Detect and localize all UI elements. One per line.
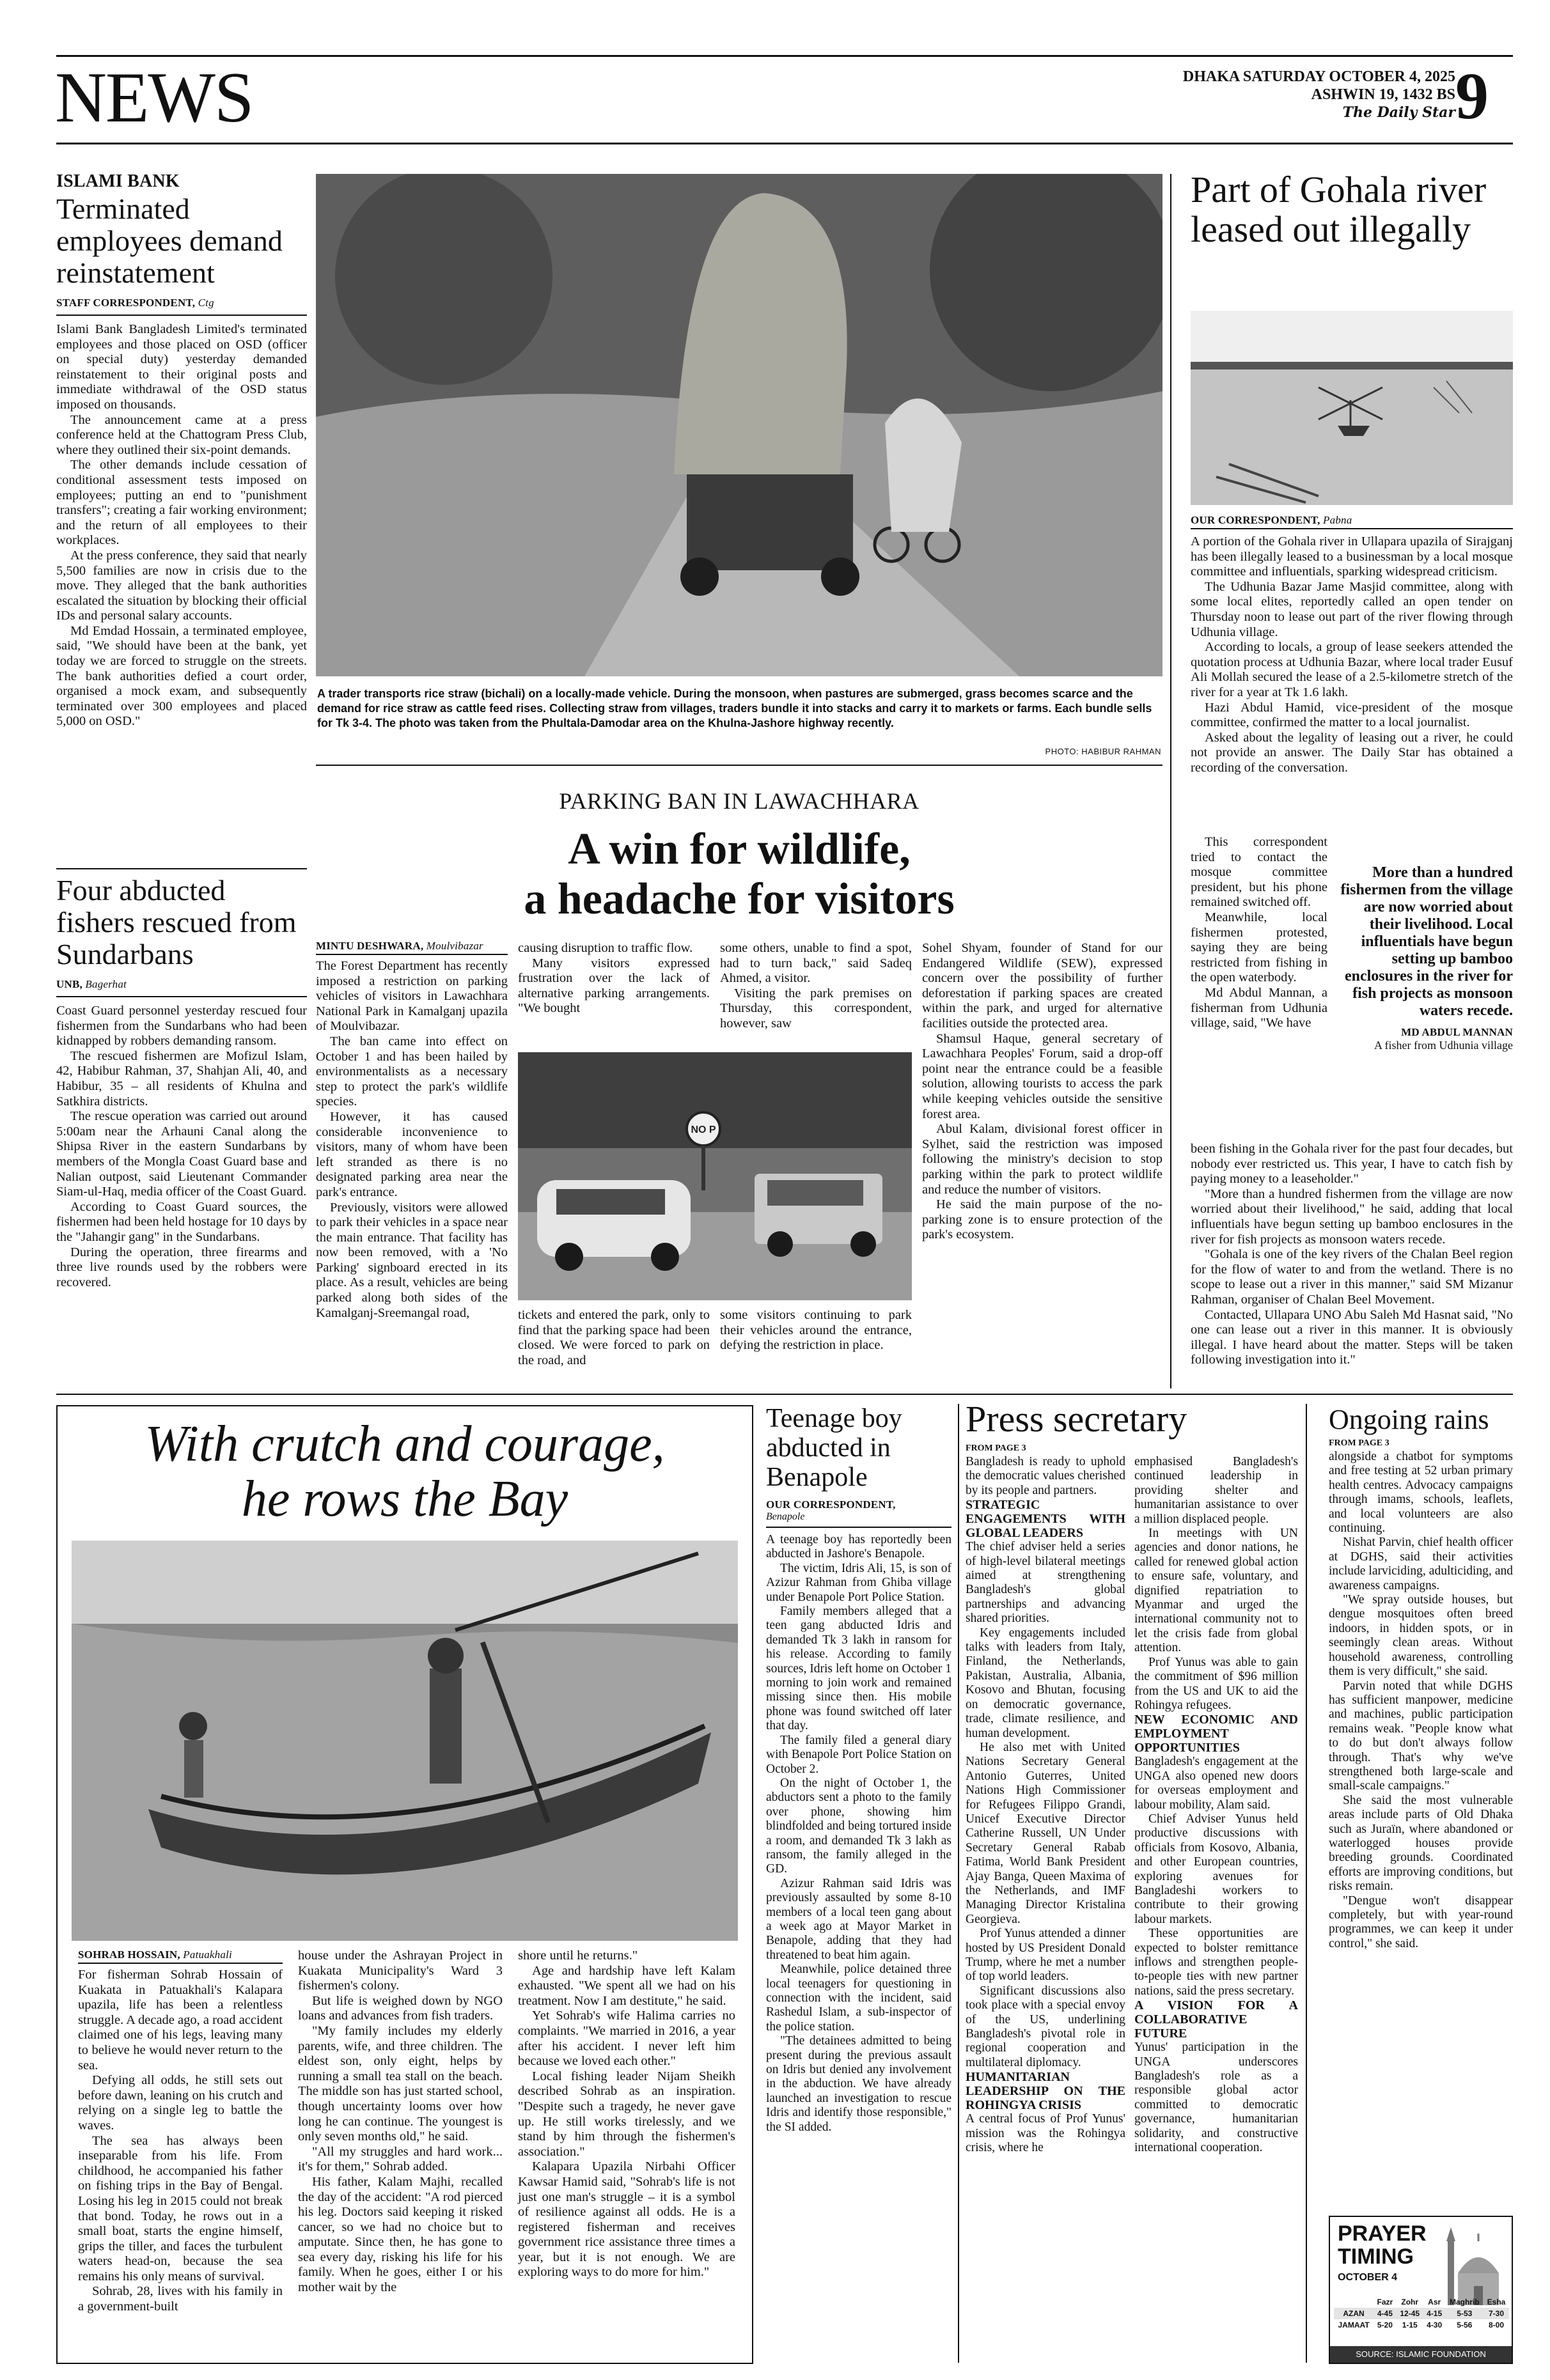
left-divider [56,868,307,869]
press-from-page: FROM PAGE 3 [966,1443,1026,1453]
press-para: emphasised Bangladesh's continued leadership in providing shelter and humanitarian assistance to over a million displaced people. [1134,1455,1298,1526]
gohala-para: "More than a hundred fishermen from the village are now worried about their livelihood," he said, adding that local influentials have begun setting up bamboo enclosures in the river for fish projects as monsoon waters recede. [1191,1186,1513,1247]
press-headline: Press secretary [966,1398,1187,1440]
gohala-para: Asked about the legality of leasing out a river, he could not provide an answer. The Daily Star has obtained a recording of the conversation. [1191,730,1513,775]
press-subhead-rohingya: HUMANITARIAN LEADERSHIP ON THE ROHINGYA CRISIS [966,2070,1125,2113]
crutch-para: shore until he returns." [518,1948,638,1963]
gohala-para: Meanwhile, local fishermen protested, saying they are being restricted from fishing in the open waterbody. [1191,910,1327,985]
section-title: NEWS [55,58,253,137]
teen-para: On the night of October 1, the abductors sent a photo to the family over phone, showing him blindfolded and being tortured inside a room, and demanded Tk 3 lakh as ransom, the family alleged in the GD. [766,1776,951,1876]
prayer-header: Maghrib [1449,2298,1480,2306]
press-para: The chief adviser held a series of high-level bilateral meetings aimed at strengthening Bangladesh's global partnerships and advancing shared priorities. [966,1540,1125,1626]
gohala-para: A portion of the Gohala river in Ullapara upazila of Sirajganj has been illegally leased to a businessman by a local mosque committee and influentials, sparking widespread criticism. [1191,534,1513,579]
masthead-top-rule [56,55,1513,57]
prayer-row-jamaat [1334,2319,1509,2331]
lawachhara-byline: MINTU DESHWARA, Moulvibazar [316,940,483,952]
mosque-icon [1439,2222,1509,2305]
press-para: Key engagements included talks with leaders from Italy, Finland, the Netherlands, Pakistan, Australia, Albania, Kosovo and Bhutan, focusing on democratic governance, trade, climate resilience, and human development. [966,1626,1125,1740]
prayer-row-azan [1334,2308,1509,2319]
press-subhead-vision: A VISION FOR A COLLABORATIVE FUTURE [1134,1998,1298,2041]
press-para: These opportunities are expected to bolster remittance inflows and strengthen people-to-people ties with new partner nations, said the press secretary. [1134,1927,1298,1998]
straw-caption: A trader transports rice straw (bichali) on a locally-made vehicle. During the monsoon, when pastures are submerged, grass becomes scarce and the demand for rice straw as cattle feed rises. Collecting straw from villages, traders bundle it into stacks and carry it to markets or farms. Each bundle sells for Tk 3-4. The photo was taken from the Phultala-Damodar area on the Khulna-Jashore highway recently. [317,687,1152,729]
lawachhara-col3-bottom [720,1308,912,1353]
gohala-body-narrow [1191,835,1327,1031]
islami-para: Islami Bank Bangladesh Limited's terminated employees and those placed on OSD (officer on special duty) yesterday demanded reinstatement to their original posts and immediate withdrawal of the OSD status imposed on thousands. [56,322,307,412]
lawachhara-headline [316,825,1162,924]
crutch-col1 [78,1968,283,2315]
lawachhara-para: causing disruption to traffic flow. [518,941,693,955]
crutch-para: "All my struggles and hard work... it's for them," Sohrab added. [298,2144,503,2174]
lawachhara-para: Visiting the park premises on Thursday, this correspondent, however, saw [720,986,912,1031]
gohala-para: The Udhunia Bazar Jame Masjid committee, along with some local elites, reportedly called an open tender on Thursday noon to lease out part of the river flowing through Udhunia village. [1191,579,1513,639]
crutch-headline-line2: he rows the Bay [241,1471,568,1527]
prayer-date: OCTOBER 4 [1338,2272,1398,2283]
crutch-headline [61,1417,748,1527]
fishers-byline: UNB, Bagerhat [56,978,127,990]
gohala-headline: Part of Gohala river leased out illegally [1191,169,1487,250]
center-divider [316,765,1162,766]
prayer-row-label: JAMAAT [1338,2321,1370,2329]
lawachhara-headline-line2: a headache for visitors [524,875,955,924]
islami-para: Md Emdad Hossain, a terminated employee, said, "We should have been at the bank, yet today we are forced to struggle on the streets. The bank authorities defied a court order, organised a mock exam, and subsequently terminated over 300 employees and placed 5,000 on OSD." [56,623,307,729]
crutch-para: Defying all odds, he still sets out before dawn, leaning on his crutch and relying on a single leg to battle the waves. [78,2073,283,2133]
prayer-row-label: AZAN [1343,2309,1365,2318]
pullquote-role: A fisher from Udhunia village [1374,1039,1513,1052]
rains-body [1329,1450,1513,1951]
press-para: Prof Yunus attended a dinner hosted by US President Donald Trump, where he met a number of top world leaders. [966,1927,1125,1984]
lawachhara-para: He said the main purpose of the no-parking zone is to ensure protection of the park's ecosystem. [922,1197,1162,1242]
gohala-body-top [1191,534,1513,776]
parking-photo [518,1052,912,1300]
crutch-rule [78,1963,283,1964]
date: DHAKA SATURDAY OCTOBER 4, 2025 [1182,68,1455,85]
gohala-para: Contacted, Ullapara UNO Abu Saleh Md Hasnat said, "No one can lease out a river in this manner. It is obviously illegal. I have heard about the matter. Steps will be taken following investigation into it." [1191,1307,1513,1367]
press-para: A central focus of Prof Yunus' mission was the Rohingya crisis, where he [966,2112,1125,2155]
crutch-byline: SOHRAB HOSSAIN, Patuakhali [78,1948,232,1961]
gohala-pullquote [1334,864,1513,1052]
islami-kicker: ISLAMI BANK [56,171,180,191]
press-para: Bangladesh is ready to uphold the democratic values cherished by its people and partners. [966,1455,1125,1497]
lawachhara-col4 [922,941,1162,1243]
lawachhara-para: some others, unable to find a spot, had to turn back," said Sadeq Ahmed, a visitor. [720,941,912,986]
prayer-time: 5-20 [1377,2321,1393,2329]
press-para: Bangladesh's engagement at the UNGA also opened new doors for overseas employment and labour mobility, Alam said. [1134,1755,1298,1812]
prayer-time: 8-00 [1489,2321,1505,2329]
lawachhara-col3-top [720,941,912,1032]
islami-rule [56,315,307,316]
fishers-body [56,1004,307,1290]
islami-para: At the press conference, they said that nearly 5,500 families are now in crisis due to the move. They alleged that the bank authorities escalated the situation by blocking their official IDs and personal salary accounts. [56,548,307,623]
prayer-table [1334,2296,1509,2331]
crutch-col3 [518,1948,735,2280]
lawachhara-para: The Forest Department has recently imposed a restriction on parking vehicles of visitors in Lawachhara National Park in Kamalganj upazila of Moulvibazar. [316,959,508,1034]
straw-photo [316,174,1162,676]
rains-para: "We spray outside houses, but dengue mosquitoes often breed indoors, in hidden spots, or in seemingly clean areas. Without household awareness, controlling them is very difficult," she said. [1329,1593,1513,1679]
parking-photo-image [518,1052,912,1300]
lawachhara-para: some visitors continuing to park their vehicles around the entrance, defying the restriction in place. [720,1308,912,1353]
press-para: Significant discussions also took place with a special envoy of the US, underlining Bangladesh's pivotal role in regional cooperation and multilateral diplomacy. [966,1984,1125,2069]
crutch-para: "My family includes my elderly parents, wife, and three children. The eldest son, only eight, helps by running a small tea stall on the beach. The middle son has just started school, though uncertainty looms over how long he can continue. The youngest is only seven months old," he said. [298,2023,503,2144]
fishers-para: During the operation, three firearms and three live rounds used by the robbers were recovered. [56,1245,307,1289]
rains-para: Parvin noted that while DGHS has sufficient manpower, medicine and machines, public participation remains weak. "People know what to do but don't always follow through. That's why we've strengthened both large-scale and small-scale campaigns." [1329,1679,1513,1793]
press-rains-divider [1306,1404,1307,2363]
fishers-story [56,875,307,1290]
press-col1 [966,1455,1125,2155]
islami-para: The announcement came at a press conference held at the Chattogram Press Club, where they outlined their six-point demands. [56,412,307,457]
gohala-photo [1191,311,1513,505]
right-column-divider [1170,174,1171,1388]
islami-byline: STAFF CORRESPONDENT, Ctg [56,297,214,309]
gohala-photo-image [1191,311,1513,505]
crutch-photo-image [72,1541,738,1941]
press-para: Chief Adviser Yunus held productive discussions with officials from Kosovo, Albania, and other European countries, exploring avenues for Bangladeshi workers to contribute to their growing labour markets. [1134,1812,1298,1926]
fishers-para: Coast Guard personnel yesterday rescued four fishermen from the Sundarbans who had been kidnapped by robbers demanding ransom. [56,1004,307,1048]
press-para: In meetings with UN agencies and donor nations, he called for renewed global action to ensure safe, voluntary, and dignified repatriation to Myanmar and urged the international community not to let the crisis fade from global attention. [1134,1527,1298,1655]
gohala-para: been fishing in the Gohala river for the past four decades, but nobody ever restricted us. This year, I have to catch fish by paying money to a leaseholder." [1191,1142,1513,1186]
prayer-source: SOURCE: ISLAMIC FOUNDATION [1330,2346,1512,2363]
teen-place: Benapole [766,1511,805,1522]
lawachhara-para: Previously, visitors were allowed to park their vehicles in a space near the main entrance. That facility has now been removed, with a 'No Parking' signboard erected in its place. As a result, vehicles are being parked along both sides of the Kamalganj-Sreemangal road, [316,1200,508,1320]
lawachhara-rule [316,954,508,955]
lawachhara-kicker: PARKING BAN IN LAWACHHARA [559,788,920,814]
crutch-para: The sea has always been inseparable from his life. From childhood, he accompanied his father on fishing trips in the Bay of Bengal. Losing his leg in 2015 could not break that bond. Today, he rows out in a small boat, starts the engine himself, grips the tiller, and faces the turbulent waters head-on, because the sea remains his only means of survival. [78,2133,283,2283]
press-para: Yunus' participation in the UNGA underscores Bangladesh's role as a responsible global actor committed to democratic governance, humanitarian solidarity, and constructive international cooperation. [1134,2041,1298,2155]
islami-para: The other demands include cessation of conditional assessment tests imposed on employees; putting an end to "punishment transfers"; creating a fair working environment; and the return of all employees to their workplaces. [56,458,307,548]
gohala-body-bottom [1191,1142,1513,1368]
teen-para: Meanwhile, police detained three local teenagers for questioning in connection with the incident, said Rashedul Islam, a sub-inspector of the police station. [766,1963,951,2034]
crutch-para: His father, Kalam Majhi, recalled the day of the accident: "A rod pierced his leg. Doctors said keeping it risked cancer, so we had no choice but to amputate. Since then, he has gone to sea every day, risking his life for his family. When he goes, either I or his mother wait by the [298,2174,503,2295]
crutch-para: But life is weighed down by NGO loans and advances from fish traders. [298,1993,503,2023]
gohala-byline: OUR CORRESPONDENT, Pabna [1191,514,1352,526]
prayer-time: 5-56 [1457,2321,1473,2329]
crutch-photo [72,1541,738,1941]
prayer-header: Fazr [1377,2298,1393,2306]
prayer-time: 12-45 [1400,2309,1420,2318]
teen-byline: OUR CORRESPONDENT, [766,1498,896,1511]
lawachhara-para: Shamsul Haque, general secretary of Lawachhara Peoples' Forum, said a drop-off point near the entrance could be a feasible solution, allowing tourists to access the park while keeping vehicles outside the sensitive forest area. [922,1031,1162,1121]
rains-para: Nishat Parvin, chief health officer at DGHS, said their activities include larviciding, adulticiding, and awareness campaigns. [1329,1536,1513,1592]
crutch-para: Kalapara Upazila Nirbahi Officer Kawsar Hamid said, "Sohrab's life is not just one man's struggle – it is a symbol of resilience against all odds. He is a registered fisherman and receives government rice assistance three times a year, but it is not enough. We are exploring ways to do more for him." [518,2159,735,2280]
teen-para: Azizur Rahman said Idris was previously assaulted by some 8-10 members of a local teen gang about a week ago at Mayor Market in Benapole, adding that they had threatened to beat him again. [766,1876,951,1962]
lawachhara-col2-bottom [518,1308,710,1368]
pullquote-text: More than a hundred fishermen from the village are now worried about their livelihood. Local influentials have begun setting up bamboo enclosures in the river for fish projects as monsoon waters recede. [1340,864,1513,1019]
crutch-col2 [298,1948,503,2296]
press-subhead-economic: NEW ECONOMIC AND EMPLOYMENT OPPORTUNITIES [1134,1713,1298,1755]
straw-credit: PHOTO: HABIBUR RAHMAN [1045,747,1161,756]
teen-story [766,1404,951,2135]
prayer-time: 4-45 [1377,2309,1393,2318]
lawachhara-para: tickets and entered the park, only to find that the parking space had been closed. We were forced to park on the road, and [518,1308,710,1367]
prayer-time: 1-15 [1402,2321,1418,2329]
press-col2 [1134,1455,1298,2155]
teen-body [766,1533,951,2135]
crutch-para: Local fishing leader Nijam Sheikh described Sohrab as an inspiration. "Despite such a tragedy, he never gave up. He still works tirelessly, and we stand by him through the fishermen's association." [518,2069,735,2159]
teen-para: Family members alleged that a teen gang abducted Idris and demanded Tk 3 lakh in ransom for his release. According to family sources, Idris left home on October 1 morning to join work and remained missing since then. His mobile phone was found switched off later that day. [766,1605,951,1733]
teen-press-divider [958,1404,959,2363]
lawachhara-col2-top [518,941,710,1016]
gohala-para: Hazi Abdul Hamid, vice-president of the mosque committee, confirmed the matter to a local journalist. [1191,700,1513,730]
press-para: He also met with United Nations Secretary General Antonio Guterres, United Nations High Commissioner for Refugees Filippo Grandi, Unicef Executive Director Catherine Russell, UN Under Secretary General Rabab Fatima, World Bank President Ajay Banga, Queen Maxima of the Netherlands, and IMF Managing Director Kristalina Georgieva. [966,1740,1125,1926]
dateline [1183,68,1455,121]
lawachhara-para: Sohel Shyam, founder of Stand for our Endangered Wildlife (SEW), expressed concern over the possibility of further deforestation if parking spaces are created within the park, and urged for alternative facilities outside the protected area. [922,941,1162,1031]
prayer-title-line1: PRAYER [1338,2221,1427,2246]
crutch-para: Sohrab, 28, lives with his family in a government-built [78,2284,283,2314]
lawachhara-para: Abul Kalam, divisional forest officer in Sylhet, said the restriction was imposed following the ministry's decision to stop parking within the park to protect wildlife and reduce the number of visitors. [922,1122,1162,1197]
lawachhara-para: The ban came into effect on October 1 and has been hailed by environmentalists as a necessary step to protect the park's wildlife species. [316,1034,508,1109]
straw-photo-image [316,174,1162,676]
prayer-time: 4-15 [1427,2309,1443,2318]
prayer-header-row [1334,2296,1509,2308]
pullquote-name: MD ABDUL MANNAN [1401,1026,1513,1038]
teen-para: The victim, Idris Ali, 15, is son of Azizur Rahman from Ghiba village under Benapole Port Police Station. [766,1561,951,1604]
fishers-para: According to Coast Guard sources, the fishermen had been held hostage for 10 days by the "Jahangir gang" in the Sundarbans. [56,1199,307,1244]
rains-para: alongside a chatbot for symptoms and free testing at 52 urban primary health centres. Advocacy campaigns through imams, schools, leaflets, and local volunteers are also continuing. [1329,1450,1513,1536]
gohala-para: This correspondent tried to contact the mosque committee president, but his phone remained switched off. [1191,835,1327,910]
lawachhara-para: Many visitors expressed frustration over the lack of alternative parking arrangements. "We bought [518,956,710,1016]
gohala-rule [1191,528,1513,529]
crutch-para: Yet Sohrab's wife Halima carries no complaints. "We married in 2016, a year after his accident. I never left him because we loved each other." [518,2009,735,2069]
fishers-para: The rescue operation was carried out around 5:00am near the Arhauni Canal along the Shipsa River in the eastern Sundarbans by members of the Mongla Coast Guard base and Nalian outpost, said Lieutenant Commander Siam-ul-Haq, media officer of the Coast Guard. [56,1109,307,1199]
rains-para: She said the most vulnerable areas include parts of Old Dhaka such as Juraïn, where abandoned or waterlogged houses provide breeding grounds. Coordinated efforts are improving conditions, but risks remain. [1329,1793,1513,1894]
rains-para: "Dengue won't disappear completely, but with year-round programmes, we can keep it under control," she said. [1329,1894,1513,1950]
fishers-headline: Four abducted fishers rescued from Sundarbans [56,874,297,970]
prayer-time: 5-53 [1457,2309,1473,2318]
prayer-time: 4-30 [1427,2321,1443,2329]
prayer-header: Zohr [1401,2298,1419,2306]
lower-section-divider [56,1394,1513,1395]
prayer-box [1329,2216,1513,2364]
rains-from-page: FROM PAGE 3 [1329,1438,1390,1448]
islami-body [56,322,307,729]
fishers-rule [56,996,307,997]
gohala-para: "Gohala is one of the key rivers of the Chalan Beel region for the flow of water to and from the wetland. There is no scope to lease out a river in this manner," said SM Mizanur Rahman, organiser of Chalan Beel Movement. [1191,1247,1513,1307]
teen-para: A teenage boy has reportedly been abducted in Jashore's Benapole. [766,1533,951,1561]
gohala-para: Md Abdul Mannan, a fisherman from Udhunia village, said, "We have [1191,985,1327,1031]
crutch-para: house under the Ashrayan Project in Kuakata Municipality's Ward 3 fishermen's colony. [298,1948,503,1993]
teen-para: The family filed a general diary with Benapole Port Police Station on October 2. [766,1733,951,1776]
crutch-para: For fisherman Sohrab Hossain of Kuakata in Patuakhali's Kalapara upazila, life has been a relentless struggle. A decade ago, a road accident claimed one of his legs, leaving many to believe he would never return to the sea. [78,1968,283,2073]
lawachhara-col1 [316,959,508,1321]
teen-para: "The detainees admitted to being present during the previous assault on Idris but denied any involvement in the abduction. We have already launched an investigation to rescue Idris and identify those responsible," the SI added. [766,2034,951,2134]
teen-headline: Teenage boy abducted in Benapole [766,1404,902,1492]
islami-headline: Terminated employees demand reinstatement [56,192,283,289]
prayer-title-line2: TIMING [1338,2244,1414,2269]
no-parking-sign-text: NO P [691,1124,716,1135]
islami-story [56,171,307,729]
masthead-bottom-rule [56,143,1513,144]
lawachhara-headline-line1: A win for wildlife, [568,825,911,874]
gohala-para: According to locals, a group of lease seekers attended the quotation process at Udhunia Bazar, where local trader Eusuf Ali Mollah secured the lease of a 2.5-kilometre stretch of the river for a year at Tk 1.6 lakh. [1191,640,1513,699]
fishers-para: The rescued fishermen are Mofizul Islam, 42, Habibur Rahman, 37, Shahjan Ali, 40, and Habibur, 35 – all residents of Khulna and Satkhira districts. [56,1048,307,1108]
crutch-para: Age and hardship have left Kalam exhausted. "We spent all we had on his treatment. Now I am destitute," he said. [518,1963,735,2008]
prayer-title [1338,2222,1427,2268]
rains-headline: Ongoing rains [1329,1404,1489,1435]
lawachhara-para: However, it has caused considerable inconvenience to visitors, many of whom have been left stranded as there is no designated parking area near the park's entrance. [316,1109,508,1199]
prayer-header: Esha [1487,2298,1506,2306]
teen-rule [766,1527,951,1528]
prayer-time: 7-30 [1489,2309,1505,2318]
bangla-date: ASHWIN 19, 1432 BS [1311,86,1455,103]
prayer-header: Asr [1428,2298,1441,2306]
press-para: Prof Yunus was able to gain the commitment of $96 million from the US and UK to aid the Rohingya refugees. [1134,1655,1298,1712]
crutch-headline-line1: With crutch and courage, [145,1416,665,1472]
page-number: 9 [1455,59,1489,133]
press-subhead-strategic: STRATEGIC ENGAGEMENTS WITH GLOBAL LEADERS [966,1498,1125,1541]
paper-name: The Daily Star [1342,104,1455,121]
